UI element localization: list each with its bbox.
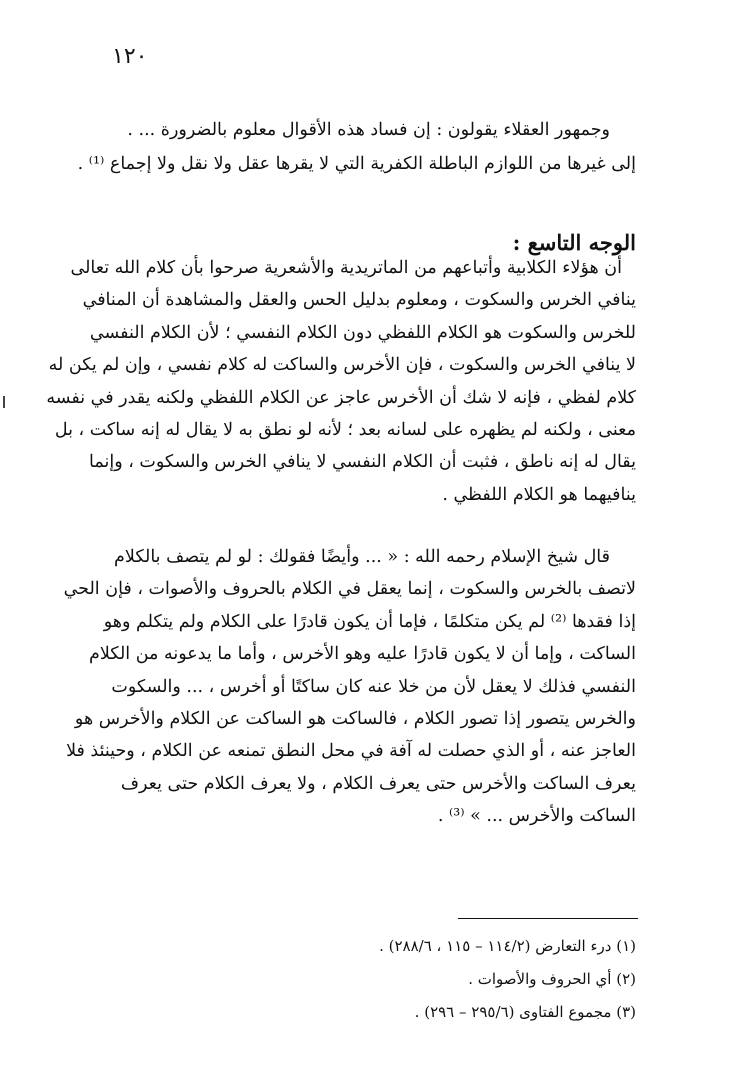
text-line: والخرس يتصور إذا تصور الكلام ، فالساكت هو الساكت عن الكلام والأخرس هو (74, 708, 636, 729)
scan-edge-mark (3, 396, 5, 408)
paragraph-2 (63, 541, 636, 833)
paragraph-1 (46, 252, 636, 511)
text-line: للخرس والسكوت هو الكلام اللفظي دون الكلام النفسي ؛ لأن الكلام النفسي (89, 322, 636, 343)
section-heading: الوجه التاسع : (512, 230, 636, 255)
footnote-2: (٢) أي الحروف والأصوات . (468, 970, 636, 988)
footnote-separator (458, 918, 638, 919)
intro-paragraph (66, 114, 636, 181)
text-line: الساكت والأخرس ... » ⁽³⁾ . (437, 806, 636, 827)
text-line: يقال له إنه ناطق ، فثبت أن الكلام النفسي لا ينافي الخرس والسكوت ، وإنما (89, 452, 636, 473)
text-line: الساكت ، وإما أن لا يكون قادرًا عليه وهو الأخرس ، وأما ما يدعونه من الكلام (89, 644, 636, 665)
text-line: معنى ، ولكنه لم يظهره على لسانه بعد ؛ لأنه لو نطق به لا يقال له إنه ساكت ، بل (54, 419, 636, 440)
text-line: النفسي فذلك لا يعقل لأن من خلا عنه كان ساكتًا أو أخرس ، ... والسكوت (111, 676, 636, 697)
text-line: قال شيخ الإسلام رحمه الله : « ... وأيضًا فقولك : لو لم يتصف بالكلام (114, 547, 610, 567)
text-line: كلام لفظي ، فإنه لا شك أن الأخرس عاجز عن الكلام اللفظي ولكنه يقدر في نفسه (46, 387, 636, 408)
footnote-1: (١) درء التعارض (١١٤/٢ – ١١٥ ، ٢٨٨/٦) . (379, 937, 636, 955)
text-line: إذا فقدها ⁽²⁾ لم يكن متكلمًا ، فإما أن يكون قادرًا على الكلام ولم يتكلم وهو (103, 611, 636, 632)
text-line: ينافي الخرس والسكوت ، ومعلوم بدليل الحس والعقل والمشاهدة أن المنافي (82, 290, 636, 311)
text-line: أن هؤلاء الكلابية وأتباعهم من الماتريدية والأشعرية صرحوا بأن كلام الله تعالى (70, 258, 622, 278)
text-line: ينافيهما هو الكلام اللفظي . (442, 484, 636, 505)
footnote-3: (٣) مجموع الفتاوى (٢٩٥/٦ – ٢٩٦) . (414, 1003, 636, 1021)
page-number: ١٢٠ (112, 44, 148, 69)
text-line: العاجز عنه ، أو الذي حصلت له آفة في محل النطق تمنعه عن الكلام ، وحينئذ فلا (66, 741, 636, 762)
text-line: لا ينافي الخرس والسكوت ، فإن الأخرس والساكت له كلام نفسي ، وإن لم يكن له (48, 355, 636, 376)
text-line: يعرف الساكت والأخرس حتى يعرف الكلام ، ولا يعرف الكلام حتى يعرف (120, 773, 636, 794)
footnotes (216, 930, 636, 1029)
intro-line: إلى غيرها من اللوازم الباطلة الكفرية التي لا يقرها عقل ولا نقل ولا إجماع ⁽¹⁾ . (77, 154, 636, 175)
intro-line: وجمهور العقلاء يقولون : إن فساد هذه الأقوال معلوم بالضرورة ... . (127, 120, 610, 140)
text-line: لاتصف بالخرس والسكوت ، إنما يعقل في الكلام بالحروف والأصوات ، فإن الحي (63, 579, 636, 600)
